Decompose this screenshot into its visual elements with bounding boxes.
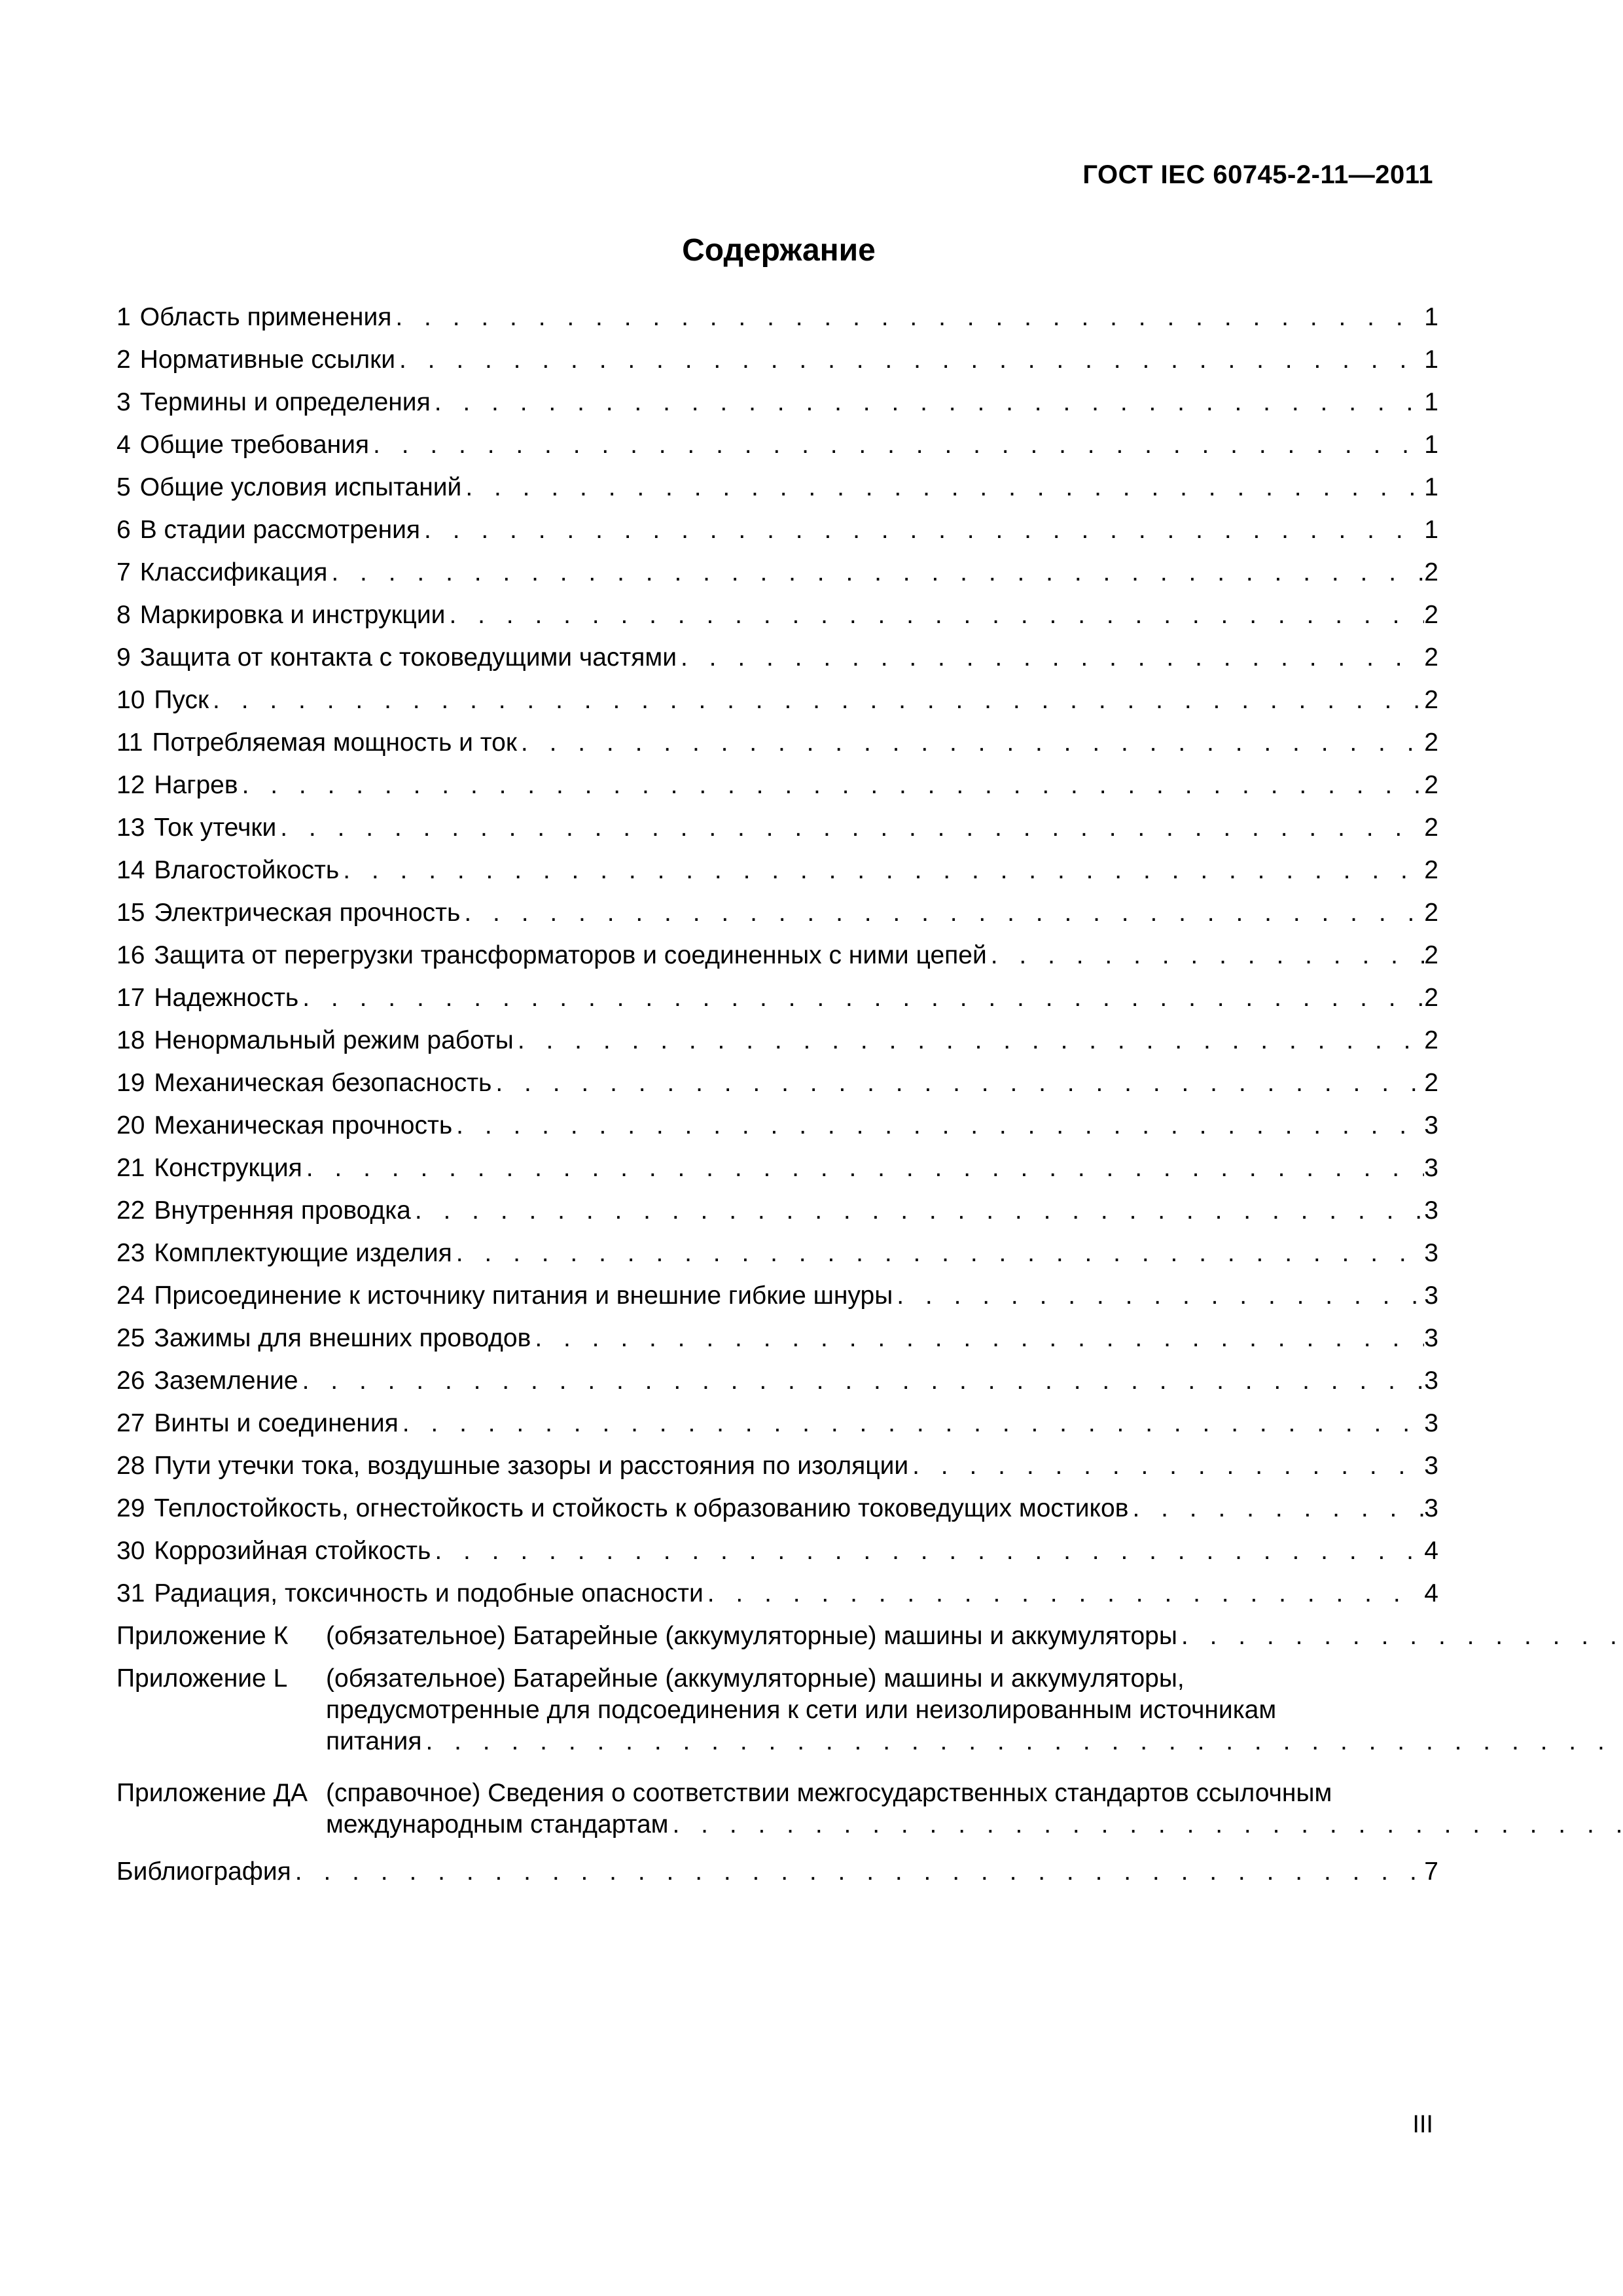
dot-leader — [302, 1153, 1425, 1183]
dot-leader — [369, 430, 1424, 460]
toc-entry[interactable] — [116, 1026, 1438, 1068]
toc-entry[interactable] — [116, 387, 1438, 430]
dot-leader — [391, 302, 1424, 332]
toc-entry[interactable] — [116, 1111, 1438, 1153]
bibliography-page-number: 7 — [1424, 1857, 1438, 1886]
annex-line — [326, 1621, 1623, 1653]
toc-entry-number: 17 — [116, 984, 145, 1012]
toc-entry-number: 31 — [116, 1579, 145, 1607]
toc-entry[interactable] — [116, 302, 1438, 345]
toc-entry-page-number: 3 — [1424, 1154, 1438, 1182]
toc-entry-number: 3 — [116, 388, 131, 416]
toc-entry-number: 7 — [116, 558, 131, 586]
document-id-header: ГОСТ IEC 60745-2-11—2011 — [1082, 160, 1433, 189]
toc-entry[interactable] — [116, 941, 1438, 983]
toc-entry-number: 11 — [116, 728, 143, 757]
toc-entry-number: 9 — [116, 643, 131, 672]
toc-entry-number: 1 — [116, 303, 131, 331]
toc-entry-title: Общие требования — [139, 431, 370, 459]
dot-leader — [420, 515, 1424, 545]
annex-da[interactable] — [116, 1778, 1438, 1857]
annex-body — [326, 1621, 1623, 1653]
toc-entry-page-number: 3 — [1424, 1196, 1438, 1225]
dot-leader — [908, 1451, 1424, 1481]
toc-entry[interactable] — [116, 515, 1438, 558]
toc-entry-page-number: 1 — [1424, 516, 1438, 544]
toc-entry-number: 29 — [116, 1494, 145, 1522]
dot-leader — [445, 600, 1424, 630]
toc-entry[interactable] — [116, 1536, 1438, 1579]
toc-entry-page-number: 3 — [1424, 1239, 1438, 1267]
toc-entry-page-number: 2 — [1424, 814, 1438, 842]
annex-line — [326, 1810, 1623, 1841]
toc-entry[interactable] — [116, 855, 1438, 898]
toc-entry-number: 6 — [116, 516, 131, 544]
dot-leader — [298, 983, 1424, 1013]
toc-entry-title: Пуск — [154, 686, 209, 714]
toc-entry-title: Общие условия испытаний — [139, 473, 462, 501]
toc-entry-number: 13 — [116, 814, 145, 842]
toc-entry-page-number: 1 — [1424, 346, 1438, 374]
toc-entry-title: Защита от контакта с токоведущими частями — [139, 643, 677, 672]
dot-leader — [669, 1810, 1623, 1840]
toc-entry-page-number: 3 — [1424, 1324, 1438, 1352]
toc-entry-title: Надежность — [154, 984, 299, 1012]
toc-entry-number: 21 — [116, 1154, 145, 1182]
toc-entry[interactable] — [116, 770, 1438, 813]
toc-entry-title: Зажимы для внешних проводов — [154, 1324, 531, 1352]
table-of-contents — [116, 302, 1438, 1899]
toc-entry-title: Область применения — [139, 303, 392, 331]
toc-entry-page-number: 1 — [1424, 431, 1438, 459]
toc-entry-page-number: 1 — [1424, 388, 1438, 416]
toc-entry-number: 12 — [116, 771, 145, 799]
annex-line — [326, 1695, 1623, 1727]
toc-entry-number: 18 — [116, 1026, 145, 1054]
toc-entry-title: Нормативные ссылки — [139, 346, 395, 374]
toc-entry-page-number: 3 — [1424, 1111, 1438, 1139]
toc-entry[interactable] — [116, 1366, 1438, 1408]
toc-entry-title: Внутренняя проводка — [154, 1196, 411, 1225]
toc-entry-page-number: 2 — [1424, 984, 1438, 1012]
annex-label: Приложение L — [116, 1664, 288, 1693]
dot-leader — [395, 345, 1424, 375]
toc-entry-title: Пути утечки тока, воздушные зазоры и расстояния по изоляции — [154, 1452, 909, 1480]
toc-entry-page-number: 4 — [1424, 1579, 1438, 1607]
page-number: III — [1412, 2111, 1433, 2138]
toc-entry-page-number: 2 — [1424, 601, 1438, 629]
dot-leader — [461, 473, 1424, 503]
toc-entry[interactable] — [116, 1408, 1438, 1451]
toc-entry-page-number: 2 — [1424, 1069, 1438, 1097]
toc-entry[interactable] — [116, 600, 1438, 643]
dot-leader — [399, 1408, 1425, 1439]
toc-entry[interactable] — [116, 1281, 1438, 1323]
toc-entry-title: Заземление — [154, 1367, 298, 1395]
toc-entry[interactable] — [116, 898, 1438, 941]
toc-entry-page-number: 4 — [1424, 1537, 1438, 1565]
dot-leader — [327, 558, 1424, 588]
toc-entry-number: 16 — [116, 941, 145, 969]
dot-leader — [452, 1111, 1424, 1141]
toc-entry-number: 23 — [116, 1239, 145, 1267]
annex-line — [326, 1778, 1623, 1810]
toc-entry-number: 2 — [116, 346, 131, 374]
toc-entry-number: 27 — [116, 1409, 145, 1437]
toc-entry[interactable] — [116, 1153, 1438, 1196]
dot-leader — [460, 898, 1424, 928]
toc-entry-page-number: 3 — [1424, 1494, 1438, 1522]
annex-line-text: международным стандартам — [326, 1810, 669, 1839]
toc-entry[interactable] — [116, 728, 1438, 770]
toc-entry-page-number: 2 — [1424, 856, 1438, 884]
toc-entry-page-number: 2 — [1424, 1026, 1438, 1054]
annex-line-text: (обязательное) Батарейные (аккумуляторные) машины и аккумуляторы — [326, 1622, 1177, 1650]
toc-entry-title: Термины и определения — [139, 388, 431, 416]
dot-leader — [1128, 1494, 1424, 1524]
toc-entry[interactable] — [116, 1068, 1438, 1111]
toc-entry-title: Коррозийная стойкость — [154, 1537, 431, 1565]
annex-label: Приложение К — [116, 1622, 289, 1650]
toc-entry-page-number: 2 — [1424, 771, 1438, 799]
toc-entry-page-number: 2 — [1424, 643, 1438, 672]
toc-entry-title: Конструкция — [154, 1154, 302, 1182]
toc-entry[interactable] — [116, 1579, 1438, 1621]
bibliography-title: Библиография — [116, 1857, 291, 1886]
dot-leader — [431, 1536, 1424, 1566]
toc-entry[interactable] — [116, 983, 1438, 1026]
toc-entry[interactable] — [116, 643, 1438, 685]
toc-entry-number: 20 — [116, 1111, 145, 1139]
toc-entry-number: 25 — [116, 1324, 145, 1352]
toc-entry-page-number: 2 — [1424, 899, 1438, 927]
toc-entry[interactable] — [116, 1196, 1438, 1238]
toc-entry-title: Классификация — [139, 558, 328, 586]
toc-entry-number: 8 — [116, 601, 131, 629]
toc-entry-number: 4 — [116, 431, 131, 459]
dot-leader — [238, 770, 1425, 800]
annex-line-text: предусмотренные для подсоединения к сети или неизолированным источникам — [326, 1696, 1277, 1724]
toc-entry-number: 26 — [116, 1367, 145, 1395]
dot-leader — [421, 1727, 1623, 1757]
toc-entry-title: Ненормальный режим работы — [154, 1026, 514, 1054]
dot-leader — [517, 728, 1424, 758]
toc-entry[interactable] — [116, 1323, 1438, 1366]
toc-entry-page-number: 3 — [1424, 1409, 1438, 1437]
toc-entry-title: Маркировка и инструкции — [139, 601, 446, 629]
toc-entry-title: Механическая безопасность — [154, 1069, 492, 1097]
annex-line-text: питания — [326, 1727, 422, 1755]
dot-leader — [298, 1366, 1425, 1396]
annex-body — [326, 1778, 1623, 1841]
toc-entry-number: 30 — [116, 1537, 145, 1565]
dot-leader — [291, 1857, 1425, 1887]
toc-entry-title: Нагрев — [154, 771, 238, 799]
annex-line-text: (обязательное) Батарейные (аккумуляторные) машины и аккумуляторы, — [326, 1664, 1185, 1693]
toc-entry-title: В стадии рассмотрения — [139, 516, 421, 544]
toc-entry-title: Теплостойкость, огнестойкость и стойкость к образованию токоведущих мостиков — [154, 1494, 1129, 1522]
dot-leader — [987, 941, 1425, 971]
toc-entry-number: 5 — [116, 473, 131, 501]
toc-entry-title: Механическая прочность — [154, 1111, 453, 1139]
annex-line — [326, 1664, 1623, 1695]
toc-entry-page-number: 2 — [1424, 941, 1438, 969]
dot-leader — [491, 1068, 1424, 1098]
toc-entry-page-number: 3 — [1424, 1282, 1438, 1310]
toc-sections — [116, 302, 1438, 1621]
dot-leader — [339, 855, 1424, 886]
toc-entry-title: Винты и соединения — [154, 1409, 399, 1437]
toc-entry-number: 28 — [116, 1452, 145, 1480]
toc-title: Содержание — [682, 233, 876, 268]
toc-entry-bibliography[interactable] — [116, 1857, 1438, 1899]
toc-entry-number: 10 — [116, 686, 145, 714]
toc-entry-title: Влагостойкость — [154, 856, 340, 884]
toc-entry-page-number: 2 — [1424, 686, 1438, 714]
toc-entry[interactable] — [116, 430, 1438, 473]
toc-entry-page-number: 3 — [1424, 1367, 1438, 1395]
toc-entry-number: 14 — [116, 856, 145, 884]
toc-entry-title: Электрическая прочность — [154, 899, 461, 927]
dot-leader — [452, 1238, 1425, 1268]
toc-entry-title: Комплектующие изделия — [154, 1239, 452, 1267]
toc-entry-title: Ток утечки — [154, 814, 277, 842]
toc-entry-page-number: 1 — [1424, 473, 1438, 501]
annex-line — [326, 1727, 1623, 1758]
toc-entry-title: Радиация, токсичность и подобные опасности — [154, 1579, 704, 1607]
toc-entry-title: Присоединение к источнику питания и внешние гибкие шнуры — [154, 1282, 893, 1310]
toc-entry-page-number: 2 — [1424, 558, 1438, 586]
dot-leader — [514, 1026, 1424, 1056]
dot-leader — [893, 1281, 1424, 1311]
toc-entry-title: Потребляемая мощность и ток — [152, 728, 517, 757]
annex-label: Приложение ДА — [116, 1779, 308, 1807]
dot-leader — [411, 1196, 1424, 1226]
dot-leader — [677, 643, 1424, 673]
toc-entry[interactable] — [116, 345, 1438, 387]
dot-leader — [531, 1323, 1424, 1354]
toc-entry[interactable] — [116, 473, 1438, 515]
toc-entry[interactable] — [116, 1238, 1438, 1281]
dot-leader — [209, 685, 1424, 715]
toc-entry-number: 24 — [116, 1282, 145, 1310]
toc-entry-page-number: 1 — [1424, 303, 1438, 331]
annex-body — [326, 1664, 1623, 1758]
toc-entry-title: Защита от перегрузки трансформаторов и соединенных с ними цепей — [154, 941, 987, 969]
toc-entry-number: 19 — [116, 1069, 145, 1097]
toc-entry-number: 15 — [116, 899, 145, 927]
toc-entry-page-number: 3 — [1424, 1452, 1438, 1480]
dot-leader — [1177, 1621, 1623, 1651]
annex-l[interactable] — [116, 1664, 1438, 1778]
toc-entry-number: 22 — [116, 1196, 145, 1225]
dot-leader — [276, 813, 1424, 843]
annex-k[interactable] — [116, 1621, 1438, 1664]
toc-entry-page-number: 2 — [1424, 728, 1438, 757]
dot-leader — [431, 387, 1425, 418]
toc-entry[interactable] — [116, 813, 1438, 855]
toc-entry[interactable] — [116, 685, 1438, 728]
annex-line-text: (справочное) Сведения о соответствии межгосударственных стандартов ссылочным — [326, 1779, 1332, 1807]
toc-entry[interactable] — [116, 558, 1438, 600]
dot-leader — [704, 1579, 1425, 1609]
toc-entry[interactable] — [116, 1451, 1438, 1494]
toc-entry[interactable] — [116, 1494, 1438, 1536]
